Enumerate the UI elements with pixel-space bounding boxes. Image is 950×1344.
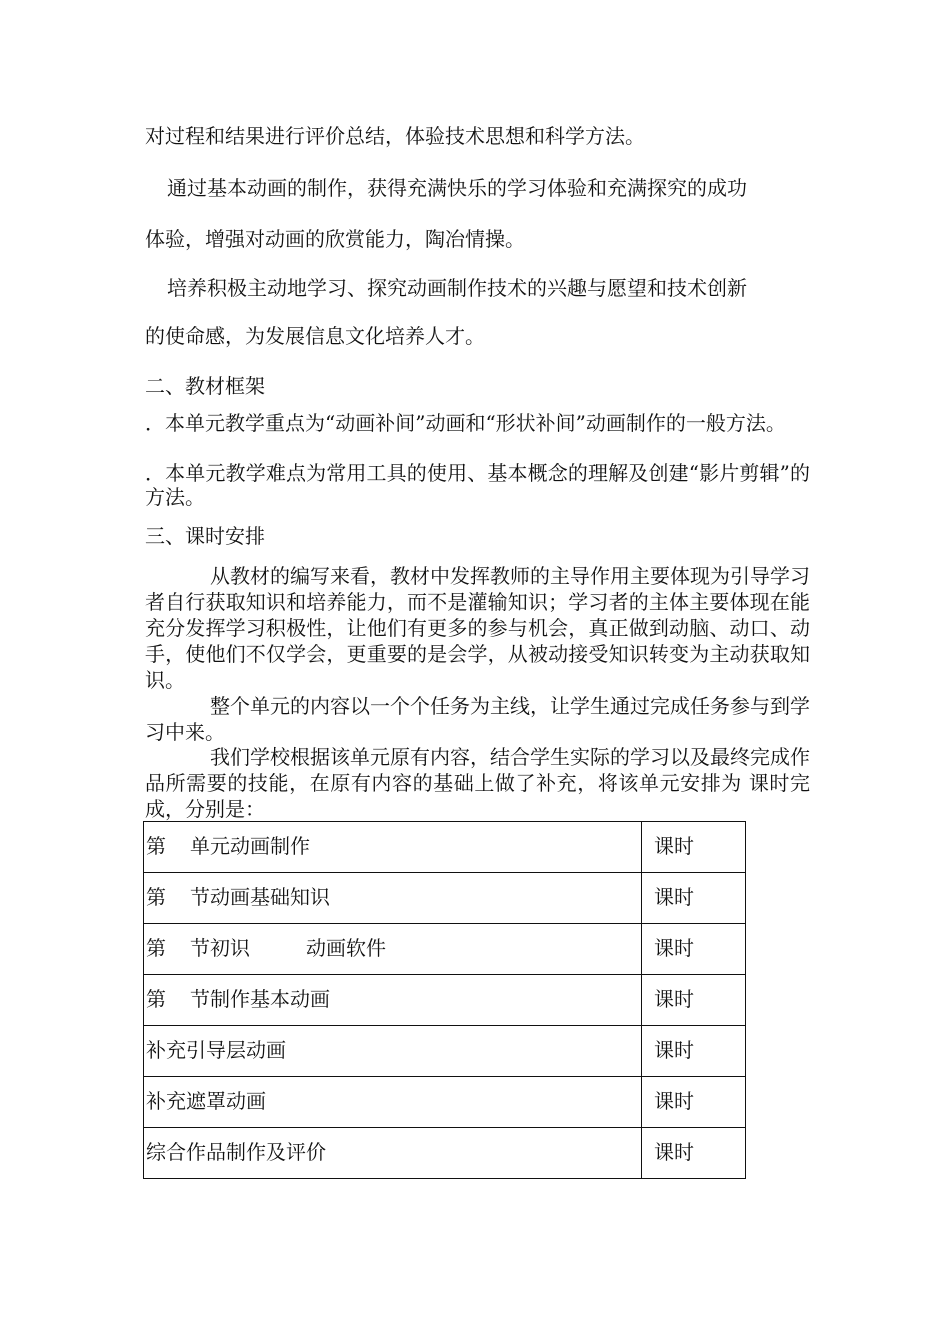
hours-cell: 课时 xyxy=(642,1077,746,1128)
paragraph-experience-line1: 通过基本动画的制作，获得充满快乐的学习体验和充满探究的成功 xyxy=(167,176,747,200)
paragraph-interest-line1: 培养积极主动地学习、探究动画制作技术的兴趣与愿望和技术创新 xyxy=(167,276,747,300)
section-heading-schedule: 三、课时安排 xyxy=(145,524,265,548)
paragraph-evaluation: 对过程和结果进行评价总结，体验技术思想和科学方法。 xyxy=(145,124,645,148)
table-row xyxy=(144,975,746,1026)
table-row xyxy=(144,1077,746,1128)
schedule-paragraph-arrangement: 我们学校根据该单元原有内容，结合学生实际的学习以及最终完成作品所需要的技能，在原有内容的基础上做了补充，将该单元安排为 课时完成，分别是： xyxy=(145,745,810,821)
lesson-title: 单元动画制作 xyxy=(190,834,310,858)
hours-cell: 课时 xyxy=(642,1128,746,1179)
table-row xyxy=(144,1026,746,1077)
table-row xyxy=(144,1128,746,1179)
paragraph-experience-line2: 体验，增强对动画的欣赏能力，陶冶情操。 xyxy=(145,227,525,251)
lesson-prefix: 第 xyxy=(146,834,166,858)
section-heading-framework: 二、教材框架 xyxy=(145,374,265,398)
lesson-title: 节初识 xyxy=(190,936,250,960)
lesson-prefix: 第 xyxy=(146,936,166,960)
lesson-cell: 综合作品制作及评价 xyxy=(144,1128,642,1179)
lesson-prefix: 第 xyxy=(146,987,166,1011)
table-row xyxy=(144,822,746,873)
hours-cell: 课时 xyxy=(642,822,746,873)
lesson-title: 节动画基础知识 xyxy=(190,885,330,909)
lesson-cell xyxy=(144,822,642,873)
hours-cell: 课时 xyxy=(642,873,746,924)
lesson-schedule-table xyxy=(143,821,746,1179)
lesson-title-suffix: 动画软件 xyxy=(306,936,386,960)
lesson-prefix: 第 xyxy=(146,885,166,909)
lesson-cell xyxy=(144,873,642,924)
schedule-paragraph-tasks: 整个单元的内容以一个个任务为主线，让学生通过完成任务参与到学习中来。 xyxy=(145,694,810,744)
hours-cell: 课时 xyxy=(642,975,746,1026)
lesson-cell xyxy=(144,975,642,1026)
lesson-cell xyxy=(144,924,642,975)
table-row xyxy=(144,873,746,924)
lesson-title: 节制作基本动画 xyxy=(190,987,330,1011)
lesson-cell: 补充引导层动画 xyxy=(144,1026,642,1077)
table-row xyxy=(144,924,746,975)
schedule-paragraph-teaching: 从教材的编写来看，教材中发挥教师的主导作用主要体现为引导学习者自行获取知识和培养能力，而不是灌输知识；学习者的主体主要体现在能充分发挥学习积极性，让他们有更多的参与机会，真正做到动脑、动口、动手，使他们不仅学会，更重要的是会学，从被动接受知识转变为主动获取知识。 xyxy=(145,564,810,692)
framework-item-difficulties: ．本单元教学难点为常用工具的使用、基本概念的理解及创建“影片剪辑”的方法。 xyxy=(145,461,810,509)
lesson-cell: 补充遮罩动画 xyxy=(144,1077,642,1128)
paragraph-interest-line2: 的使命感，为发展信息文化培养人才。 xyxy=(145,324,485,348)
hours-cell: 课时 xyxy=(642,1026,746,1077)
hours-cell: 课时 xyxy=(642,924,746,975)
framework-item-key-points: ．本单元教学重点为“动画补间”动画和“形状补间”动画制作的一般方法。 xyxy=(145,411,786,435)
